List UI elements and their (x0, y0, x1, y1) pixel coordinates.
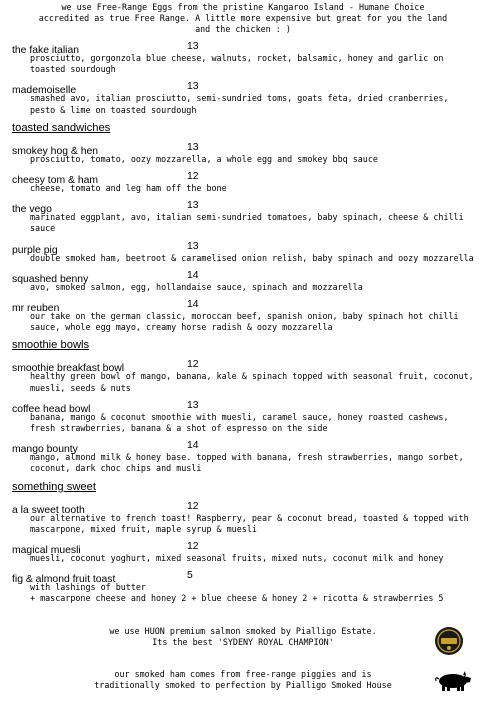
menu-item (12, 399, 478, 434)
menu-item (12, 199, 478, 234)
pig-icon (433, 670, 473, 692)
item-description: our take on the german classic, moroccan beef, spanish onion, baby spinach hot chilli sauce, whole egg mayo, creamy horse radish & oozy mozzarella (30, 311, 459, 333)
item-name: smoothie breakfast bowl (12, 363, 125, 375)
menu-item (12, 569, 478, 604)
item-price: 14 (187, 269, 199, 281)
menu-item (12, 269, 478, 293)
menu-item (12, 170, 478, 194)
menu-item (12, 141, 478, 165)
menu-list (12, 40, 478, 610)
intro-line: accredited as true Free Range. A little more expensive but great for you the land (38, 13, 448, 24)
item-price: 12 (187, 541, 199, 553)
item-name: squashed benny (12, 273, 89, 285)
menu-item (12, 240, 478, 264)
menu-item (12, 40, 478, 75)
item-price: 5 (187, 570, 193, 582)
item-price: 14 (187, 440, 199, 452)
item-name: mr reuben (12, 303, 60, 315)
item-name: mango bounty (12, 444, 78, 456)
intro-line: and the chicken : ) (195, 24, 291, 35)
item-name: cheesy tom & ham (12, 175, 99, 187)
item-price: 13 (187, 81, 199, 93)
award-medal-icon (434, 626, 464, 656)
intro-note (0, 2, 486, 36)
section-heading: something sweet (12, 480, 96, 493)
menu-item (12, 298, 478, 333)
section-heading: smoothie bowls (12, 339, 90, 352)
menu-item (12, 439, 478, 474)
item-price: 13 (187, 141, 199, 153)
item-name: a la sweet tooth (12, 504, 85, 516)
item-description: banana, mango & coconut smoothie with muesli, caramel sauce, honey roasted cashews, fresh strawberries, banana & a shot of espresso on the side (30, 411, 449, 434)
salmon-note-line: Its the best 'SYDENY ROYAL CHAMPION' (152, 637, 334, 648)
item-price: 13 (187, 200, 199, 212)
ham-note-line: our smoked ham comes from free-range piggies and is (114, 669, 372, 679)
item-name: the vego (12, 204, 52, 216)
item-description: prosciutto, gorgonzola blue cheese, walnuts, rocket, balsamic, honey and garlic on toasted sourdough (30, 53, 444, 75)
ham-note (0, 669, 486, 691)
item-price: 13 (187, 240, 199, 252)
item-addons: + mascarpone cheese and honey 2 + blue cheese & honey 2 + ricotta & strawberries 5 (30, 593, 444, 604)
item-description: cheese, tomato and leg ham off the bone (30, 183, 227, 194)
menu-item (12, 500, 478, 535)
item-price: 12 (187, 500, 199, 512)
salmon-note (0, 626, 486, 648)
item-name: coffee head bowl (12, 403, 91, 415)
item-description: our alternative to french toast! Raspberry, pear & coconut bread, toasted & topped with mascarpone, mixed fruit, maple syrup & muesli (30, 512, 469, 534)
item-name: purple pig (12, 244, 58, 256)
item-description: healthy green bowl of mango, banana, kale & spinach topped with seasonal fruit, coconut, muesli, seeds & nuts (30, 371, 474, 393)
item-name: mademoiselle (12, 85, 77, 97)
item-description: prosciutto, tomato, oozy mozzarella, a whole egg and smokey bbq sauce (30, 153, 378, 164)
menu-item (12, 358, 478, 393)
item-price: 12 (187, 171, 199, 183)
item-description: muesli, coconut yoghurt, mixed seasonal fruits, mixed nuts, coconut milk and honey (30, 553, 444, 564)
item-description: smashed avo, italian prosciutto, semi-sundried toms, goats feta, dried cranberries, pesto & lime on toasted sourdough (30, 93, 449, 115)
salmon-note-line: we use HUON premium salmon smoked by Pialligo Estate. (109, 626, 377, 636)
item-name: magical muesli (12, 545, 81, 557)
section-heading: toasted sandwiches (12, 121, 111, 134)
item-name: smokey hog & hen (12, 145, 99, 157)
item-description: double smoked ham, beetroot & caramelised onion relish, baby spinach and oozy mozzarella (30, 252, 474, 263)
item-description: mango, almond milk & honey base. topped with banana, fresh strawberries, mango sorbet, coconut, dark choc chips and musli (30, 452, 464, 474)
menu-item (12, 540, 478, 564)
ham-note-line: traditionally smoked to perfection by Pialligo Smoked House (94, 680, 392, 691)
item-description: marinated eggplant, avo, italian semi-sundried tomatoes, baby spinach, cheese & chilli sauce (30, 212, 464, 234)
item-name: the fake italian (12, 45, 80, 56)
item-price: 14 (187, 299, 199, 311)
menu-item (12, 80, 478, 115)
intro-line: we use Free-Range Eggs from the pristine Kangaroo Island - Humane Choice (61, 2, 425, 12)
item-price: 13 (187, 399, 199, 411)
item-name: fig & almond fruit toast (12, 574, 116, 586)
item-price: 13 (187, 41, 199, 52)
item-description: avo, smoked salmon, egg, hollandaise sauce, spinach and mozzarella (30, 281, 363, 292)
item-price: 12 (187, 359, 199, 371)
item-description: with lashings of butter (30, 582, 146, 593)
